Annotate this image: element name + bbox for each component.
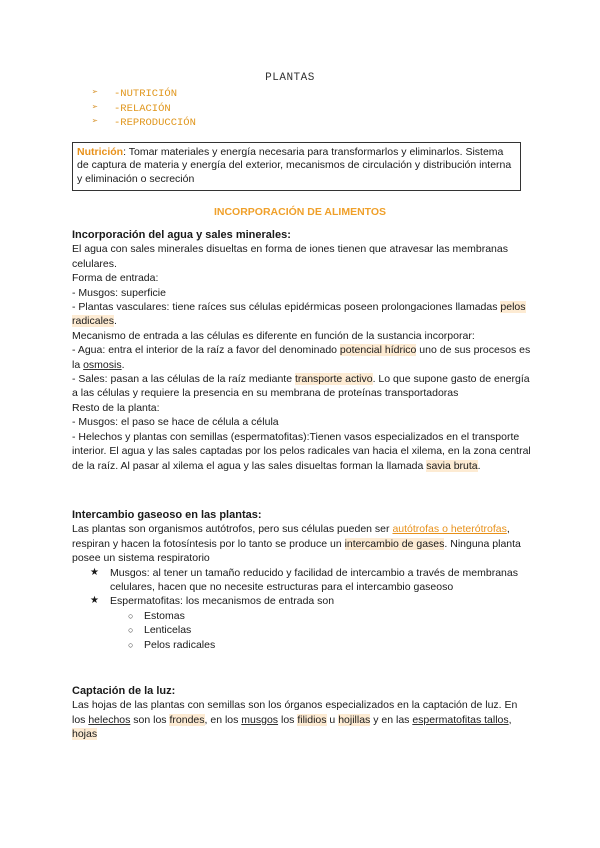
list-item (72, 594, 532, 608)
list-item (72, 623, 532, 637)
paragraph: - Musgos: superficie (72, 286, 166, 299)
topic-item (92, 87, 196, 102)
paragraph (72, 698, 532, 741)
text-run: Las hojas de las plantas con semillas son los órganos especializados en la captación de luz. En los (72, 699, 518, 726)
highlighted-term: filidios (297, 713, 327, 726)
paragraph (72, 300, 532, 329)
text-run: , respiran y hacen la fotosíntesis por lo tanto se produce un (72, 523, 510, 550)
paragraph (72, 372, 532, 401)
underlined-term: osmosis (83, 358, 122, 371)
text-run: . (121, 358, 125, 371)
paragraph: Mecanismo de entrada a las células es diferente en función de la sustancia incorporar: (72, 329, 475, 342)
nutrition-definition-box (72, 142, 521, 191)
text-run: y en las (370, 713, 413, 726)
text-run: - Plantas vasculares: tiene raíces sus células epidérmicas poseen prolongaciones llamadas (72, 301, 501, 314)
highlighted-term: transporte activo (294, 373, 373, 386)
list-item (72, 609, 532, 623)
list-item-text: Pelos radicales (144, 638, 216, 651)
topic-item (92, 116, 196, 131)
section-title: INCORPORACIÓN DE ALIMENTOS (213, 206, 387, 218)
arrow-bullet-icon: ➢ (92, 117, 99, 128)
highlighted-term: hojas (72, 728, 98, 741)
paragraph: Resto de la planta: (72, 401, 160, 414)
paragraph: - Musgos: el paso se hace de célula a célula (72, 416, 279, 429)
circle-bullet-icon: ○ (128, 610, 134, 621)
list-item-text: Lenticelas (144, 624, 192, 637)
subsection-heading: Intercambio gaseoso en las plantas: (72, 509, 262, 521)
list-item-text: Espermatofitas: los mecanismos de entrada son (110, 595, 335, 608)
section-light-capture (72, 684, 532, 742)
star-bullet-icon: ★ (90, 595, 99, 607)
highlighted-term: frondes (169, 713, 205, 726)
text-run: . (477, 459, 481, 472)
text-run: Las plantas son organismos autótrofos, pero sus células pueden ser (72, 523, 393, 536)
highlighted-term: savia bruta (426, 459, 478, 472)
autotrophs-link[interactable]: autótrofas o heterótrofas (392, 523, 507, 536)
text-run: , en los (204, 713, 242, 726)
circle-bullet-icon: ○ (128, 625, 134, 636)
circle-bullet-icon: ○ (128, 639, 134, 650)
nutrition-text: : Tomar materiales y energía necesaria para transformarlos y eliminarlos. Sistema de captura de materia y energía del exterior, mecanismos de circulación y distribución interna y eliminación o secreción (77, 146, 512, 185)
topic-list (92, 87, 196, 131)
list-item (72, 566, 532, 595)
arrow-bullet-icon: ➢ (92, 102, 99, 114)
text-run: uno de sus procesos es la (72, 344, 531, 371)
nutrition-label: Nutrición (77, 146, 124, 158)
list-item-text: Musgos: al tener un tamaño reducido y facilidad de intercambio a través de membranas celulares, hacen que no necesite estructuras para el intercambio gaseoso (110, 566, 518, 594)
topic-label: -NUTRICIÓN (114, 88, 178, 100)
list-item (72, 638, 532, 652)
underlined-term: espermatofitas tallos (412, 713, 509, 726)
paragraph (72, 522, 532, 565)
underlined-term: helechos (88, 713, 131, 726)
subsection-heading: Incorporación del agua y sales minerales: (72, 229, 291, 241)
text-run: - Agua: entra el interior de la raíz a favor del denominado (72, 344, 340, 357)
paragraph (72, 430, 532, 473)
text-run: . Lo que supone gasto de energía a las células y requiere la presencia en su membrana de proteínas transportadoras (72, 373, 530, 400)
star-bullet-icon: ★ (90, 566, 99, 578)
circle-list (72, 609, 532, 652)
paragraph: Forma de entrada: (72, 272, 159, 285)
highlighted-term: hojillas (338, 713, 371, 726)
arrow-bullet-icon: ➢ (92, 88, 99, 99)
highlighted-term: pelos radicales (72, 301, 526, 328)
page-title: PLANTAS (265, 72, 315, 84)
text-run: - Sales: pasan a las células de la raíz mediante (72, 373, 295, 386)
underlined-term: musgos (241, 713, 279, 726)
paragraph: El agua con sales minerales disueltas en forma de iones tienen que atravesar las membranas celulares. (72, 243, 508, 270)
subsection-heading: Captación de la luz: (72, 685, 176, 697)
topic-item (92, 102, 196, 117)
text-run: , (508, 713, 512, 726)
section-gas-exchange (72, 508, 532, 652)
text-run: los (278, 713, 298, 726)
section-water-minerals (72, 228, 532, 473)
highlighted-term: intercambio de gases (344, 537, 445, 550)
star-list (72, 566, 532, 609)
text-run: u (326, 713, 339, 726)
text-run: . (114, 315, 117, 328)
text-run: son los (130, 713, 170, 726)
topic-label: -RELACIÓN (114, 102, 171, 115)
text-run: - Helechos y plantas con semillas (espermatofitas):Tienen vasos especializados en el transporte interior. El agua y las sales captadas por los pelos radicales van hacia el xilema, en la zona central de la raíz. Al pasar al xilema el agua y las sales disueltas forman la llamada (72, 430, 531, 472)
text-run: . Ninguna planta posee un sistema respiratorio (72, 537, 521, 565)
list-item-text: Estomas (144, 609, 185, 622)
highlighted-term: potencial hídrico (339, 344, 417, 357)
paragraph (72, 343, 532, 372)
topic-label: -REPRODUCCIÓN (114, 117, 196, 129)
